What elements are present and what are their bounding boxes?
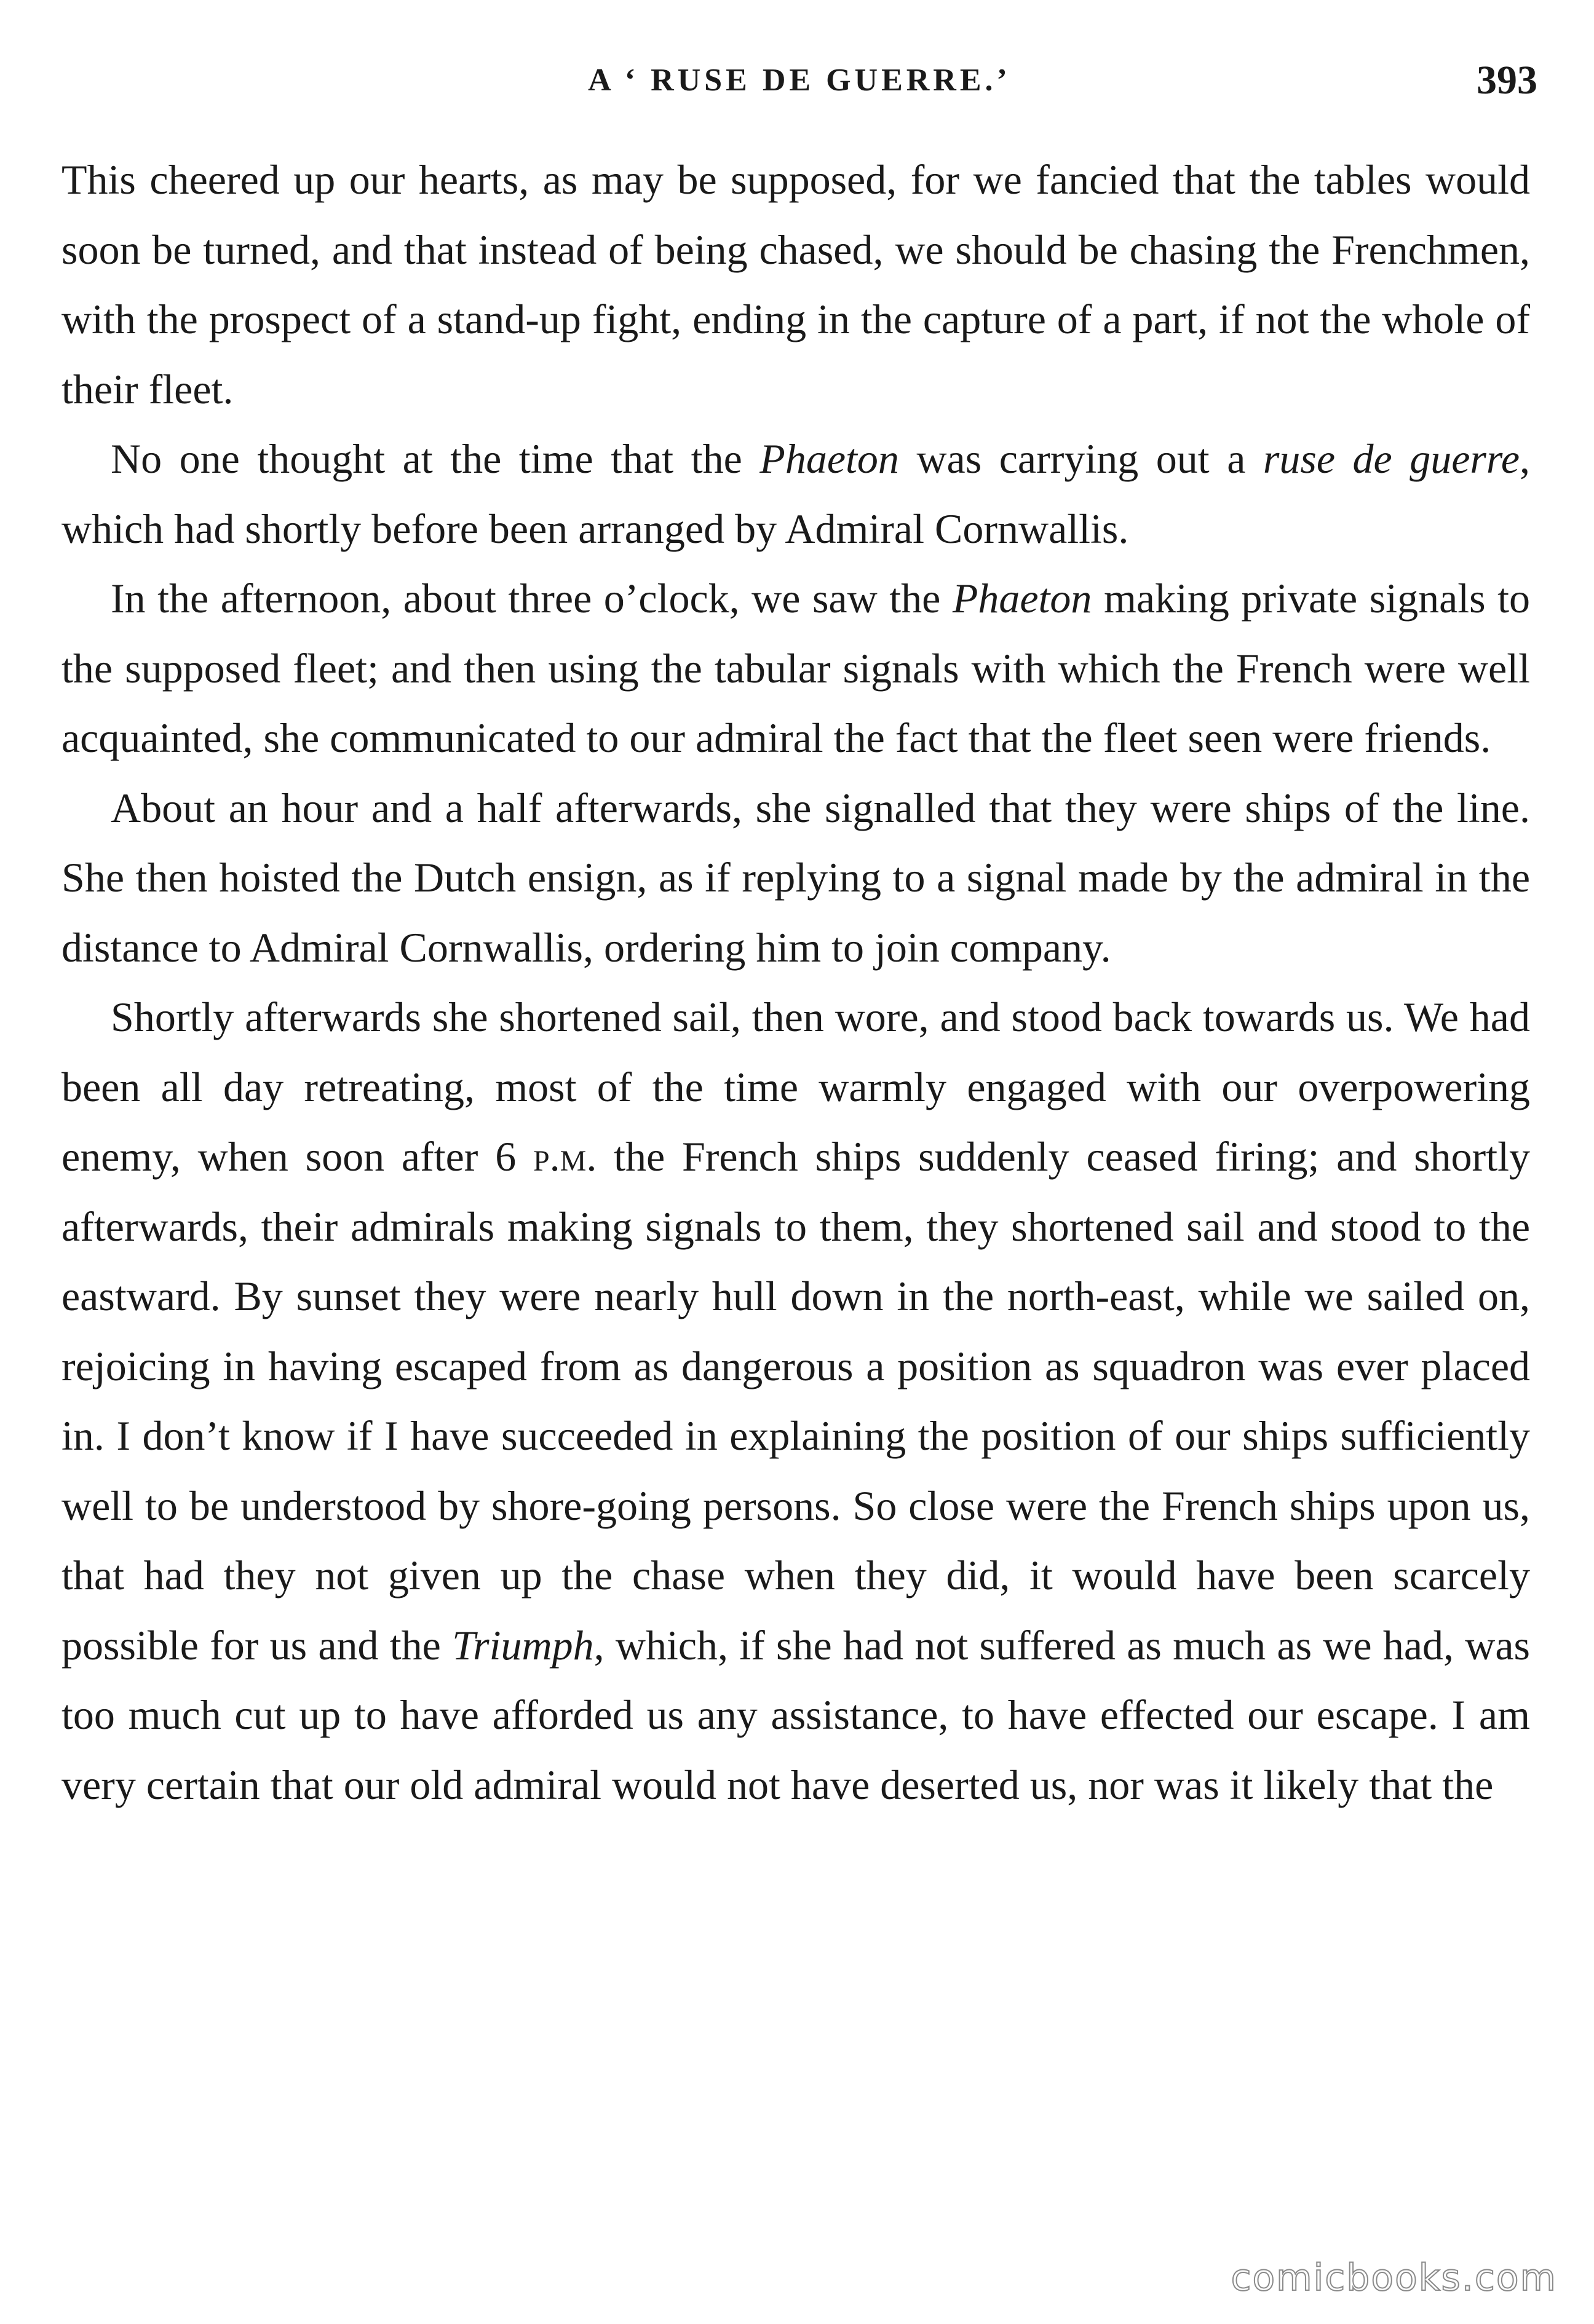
text-run: No one thought at the time that the: [111, 435, 760, 482]
text-run: the French ships suddenly ceased firing; and shortly afterwards, their admirals making signals to them, they shortened sail and stood to the eastward. By sunset they were nearly hull down in the north-east, while we sailed on, rejoicing in having escaped from as dangerous a position as squadron was ever placed in. I don’t know if I have succeeded in explaining the position of our ships sufficiently well to be understood by shore-going persons. So close were the French ships upon us, that had they not given up the chase when they did, it would have been scarcely possible for us and the: [61, 1133, 1530, 1669]
text-run: In the afternoon, about three o’clock, we saw the: [111, 575, 953, 622]
paragraph: [61, 564, 1530, 773]
body-text: [61, 145, 1530, 1820]
italic-text: ruse de guerre: [1263, 435, 1520, 482]
italic-text: Phaeton: [952, 575, 1092, 622]
page-number: 393: [1477, 58, 1537, 103]
paragraph: [61, 773, 1530, 983]
small-caps-text: p.m.: [533, 1133, 597, 1180]
text-run: , which, if she had not suffered as much as we had, was too much cut up to have afforded us any assistance, to have effected our escape. I am very certain that our old admiral would not have deserted us, nor was it likely that the: [61, 1621, 1530, 1808]
running-title: A ‘ RUSE DE GUERRE.’: [588, 63, 1011, 98]
text-run: was carrying out a: [898, 435, 1263, 482]
text-run: Shortly afterwards she shortened sail, then wore, and stood back towards us. We had been all day retreating, most of the time warmly engaged with our overpowering enemy, when soon after 6: [61, 994, 1530, 1180]
paragraph: [61, 982, 1530, 1820]
text-run: About an hour and a half afterwards, she signalled that they were ships of the line. She then hoisted the Dutch ensign, as if replying to a signal made by the admiral in the distance to Admiral Cornwallis, ordering him to join company.: [61, 784, 1530, 971]
watermark: comicbooks.com: [1231, 2256, 1557, 2299]
text-run: This cheered up our hearts, as may be supposed, for we fancied that the tables would soon be turned, and that instead of being chased, we should be chasing the Frenchmen, with the prospect of a stand-up fight, ending in the capture of a part, if not the whole of their fleet.: [61, 156, 1530, 413]
paragraph: [61, 145, 1530, 424]
paragraph: [61, 424, 1530, 564]
text-run: making private signals to the supposed fleet; and then using the tabular signals with which the French were well acquainted, she communicated to our admiral the fact that the fleet seen were friends.: [61, 575, 1531, 761]
italic-text: Triumph: [452, 1621, 594, 1669]
running-head: [61, 53, 1537, 108]
text-run: , which had shortly before been arranged by Admiral Cornwallis.: [61, 435, 1531, 552]
italic-text: Phaeton: [759, 435, 899, 482]
